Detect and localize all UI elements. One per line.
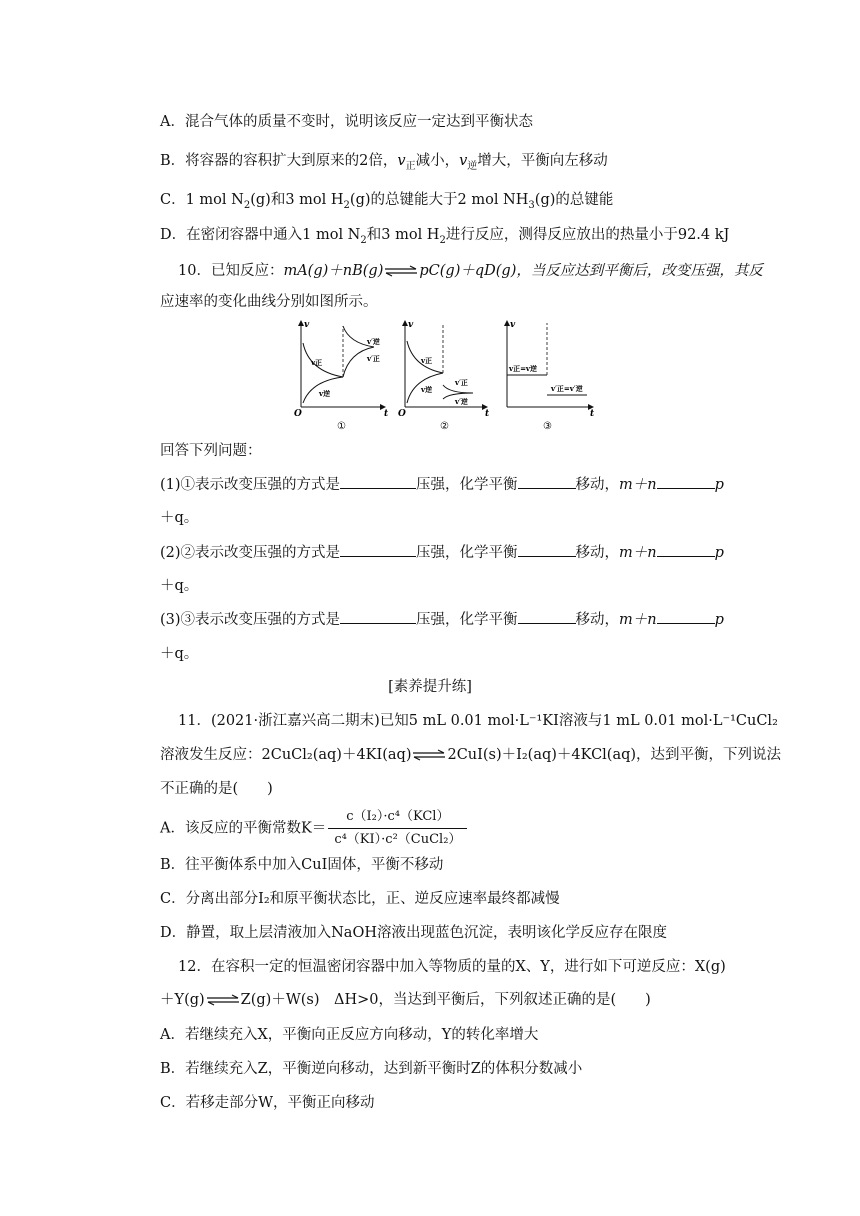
q9-option-a: A．混合气体的质量不变时，说明该反应一定达到平衡状态 — [160, 114, 533, 130]
answer-blank[interactable] — [340, 474, 416, 489]
g1-axis-v: v — [304, 320, 310, 330]
g1-axis-t: t — [384, 409, 389, 419]
q12-stem-line2: ＋Y(g) Z(g)＋W(s) ΔH>0，当达到平衡后，下列叙述正确的是( ) — [160, 992, 651, 1008]
equilibrium-constant-fraction: $\frac{\text{c（I₂）·c⁴（KCl）}}{\text{c⁴（KI）·c²（CuCl₂）}}$ — [328, 808, 467, 849]
q10-part1: (1)①表示改变压强的方式是 压强，化学平衡 移动，m＋n p — [160, 474, 724, 495]
section-title: [素养提升练] — [388, 679, 472, 695]
q11-option-a: A．该反应的平衡常数K＝ $\frac{\text{c（I₂）·c⁴（KCl）}}{\text{c⁴（KI）·c²（CuCl₂）}}$ — [160, 808, 467, 849]
q9-option-c: C．1 mol $N_2(g)$和3 mol $H_2(g)$的总键能大于2 mol $NH_3(g)$的总键能 — [160, 192, 614, 211]
g2-axis-t: t — [485, 409, 490, 419]
g1-number: ① — [337, 421, 346, 432]
answer-blank[interactable] — [518, 474, 576, 489]
answer-blank[interactable] — [340, 609, 416, 624]
g3-eq: v正=v逆 — [509, 364, 537, 373]
graph-1 — [294, 320, 389, 432]
graph-3 — [507, 320, 595, 432]
answer-blank[interactable] — [657, 474, 715, 489]
q11-option-d: D．静置，取上层清液加入NaOH溶液出现蓝色沉淀，表明该化学反应存在限度 — [160, 925, 667, 941]
equilibrium-arrow-icon — [384, 265, 418, 277]
q11-stem-line2: 溶液发生反应：2CuCl₂(aq)＋4KI(aq) 2CuI(s)＋I₂(aq)＋4KCl(aq)，达到平衡，下列说法 — [160, 747, 782, 763]
g2-vn: v逆 — [421, 385, 433, 394]
g2-vz2: v′正 — [455, 378, 468, 387]
q10-stem-line1: 10．已知反应：mA(g)＋nB(g) pC(g)＋qD(g)，当反应达到平衡后，改变压强，其反 — [178, 263, 763, 279]
q10-part3-tail: ＋q。 — [160, 646, 199, 662]
q10-ask: 回答下列问题： — [160, 443, 262, 459]
answer-blank[interactable] — [340, 542, 416, 557]
q12-option-c: C．若移走部分W，平衡正向移动 — [160, 1095, 375, 1111]
rate-time-graphs-figure — [285, 315, 605, 433]
q10-part2: (2)②表示改变压强的方式是 压强，化学平衡 移动，m＋n p — [160, 542, 724, 563]
q12-option-a: A．若继续充入X，平衡向正反应方向移动，Y的转化率增大 — [160, 1027, 539, 1043]
equilibrium-arrow-icon — [412, 749, 446, 761]
q10-part3: (3)③表示改变压强的方式是 压强，化学平衡 移动，m＋n p — [160, 609, 724, 630]
q10-part1-tail: ＋q。 — [160, 510, 199, 526]
g3-axis-t: t — [590, 409, 595, 419]
q9-option-d: D．在密闭容器中通入1 mol $N_2$和3 mol $H_2$进行反应，测得反应放出的热量小于92.4 kJ — [160, 227, 730, 246]
g1-vz: v正 — [311, 358, 323, 367]
graph-2 — [398, 320, 490, 432]
q11-option-b: B．往平衡体系中加入CuI固体，平衡不移动 — [160, 857, 444, 873]
q11-option-c: C．分离出部分I₂和原平衡状态比，正、逆反应速率最终都减慢 — [160, 891, 560, 907]
g2-vz: v正 — [421, 356, 433, 365]
answer-blank[interactable] — [657, 609, 715, 624]
g1-vn2: v′逆 — [367, 337, 380, 346]
g1-vn: v逆 — [319, 389, 331, 398]
q9-option-b: B．将容器的容积扩大到原来的2倍，$v_正$减小，$v_逆$增大，平衡向左移动 — [160, 153, 608, 172]
g2-axis-v: v — [408, 320, 414, 330]
q11-stem-line3: 不正确的是( ) — [160, 781, 273, 797]
q12-stem-line1: 12．在容积一定的恒温密闭容器中加入等物质的量的X、Y，进行如下可逆反应：X(g) — [178, 959, 726, 975]
g2-origin: O — [398, 409, 406, 419]
q10-part2-tail: ＋q。 — [160, 578, 199, 594]
q11-stem-line1: 11．(2021·浙江嘉兴高二期末)已知5 mL 0.01 mol·L⁻¹KI溶液与1 mL 0.01 mol·L⁻¹CuCl₂ — [178, 713, 778, 729]
g3-axis-v: v — [510, 320, 516, 330]
answer-blank[interactable] — [657, 542, 715, 557]
answer-blank[interactable] — [518, 542, 576, 557]
g3-eq2: v′正=v′逆 — [551, 384, 583, 393]
g2-vn2: v′逆 — [455, 397, 468, 406]
q10-stem-line2: 应速率的变化曲线分别如图所示。 — [160, 294, 378, 310]
equilibrium-arrow-icon — [206, 994, 240, 1006]
g1-origin: O — [294, 409, 302, 419]
q12-option-b: B．若继续充入Z，平衡逆向移动，达到新平衡时Z的体积分数减小 — [160, 1061, 583, 1077]
g2-number: ② — [440, 421, 449, 432]
g1-vz2: v′正 — [367, 354, 380, 363]
g3-number: ③ — [543, 421, 552, 432]
answer-blank[interactable] — [518, 609, 576, 624]
